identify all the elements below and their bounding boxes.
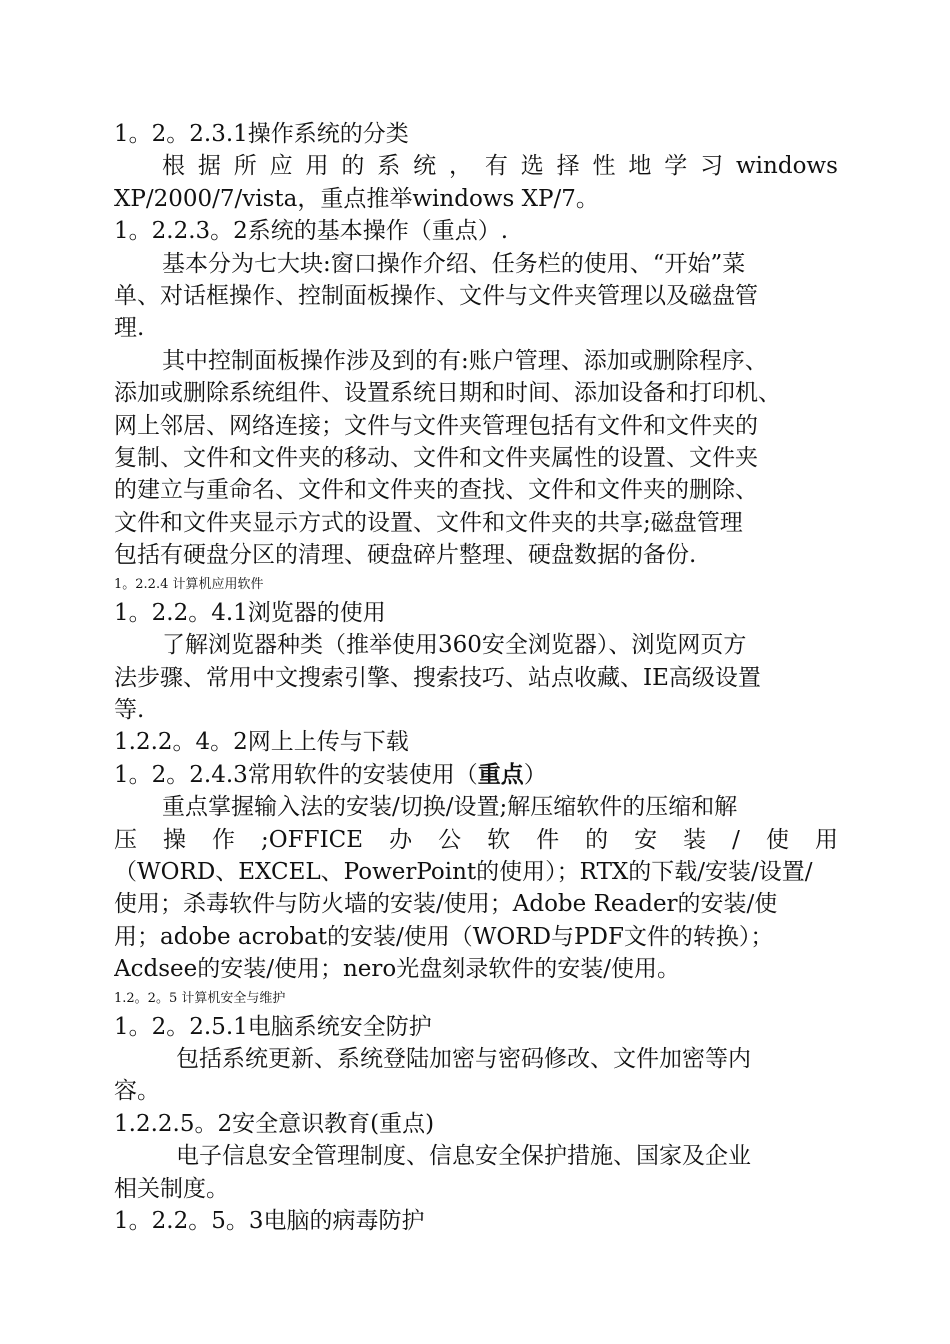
paragraph-2243-line2 xyxy=(114,824,838,856)
paragraph-line: 的建立与重命名、文件和文件夹的查找、文件和文件夹的删除、 xyxy=(114,477,758,504)
paragraph-line: Acdsee的安装/使用；nero光盘刻录软件的安装/使用。 xyxy=(114,956,681,983)
text-char: windows xyxy=(736,153,838,180)
text-part: 作 xyxy=(212,826,236,853)
paragraph-line: 文件和文件夹显示方式的设置、文件和文件夹的共享;磁盘管理 xyxy=(114,509,743,536)
paragraph-line: 理. xyxy=(114,315,145,342)
text-char: 根 xyxy=(162,153,185,180)
text-char: 地 xyxy=(628,153,652,180)
paragraph-2231-line2: XP/2000/7/vista，重点推举windows XP/7。 xyxy=(114,185,599,212)
paragraph-line: 网上邻居、网络连接；文件与文件夹管理包括有文件和文件夹的 xyxy=(114,412,758,439)
paragraph-line: 包括系统更新、系统登陆加密与密码修改、文件加密等内 xyxy=(176,1045,751,1072)
heading-225: 1.2。2。5 计算机安全与维护 xyxy=(114,990,286,1006)
text-char: 学 xyxy=(664,153,688,180)
paragraph-line: 使用；杀毒软件与防火墙的安装/使用；Adobe Reader的安装/使 xyxy=(114,891,778,918)
heading-2243-suffix: ） xyxy=(523,761,547,788)
text-char: 据 xyxy=(197,153,221,180)
heading-2243-prefix: 1。2。2.4.3常用软件的安装使用（ xyxy=(114,761,478,788)
heading-2243 xyxy=(114,759,838,791)
text-part: 操 xyxy=(163,826,187,853)
paragraph-line: 基本分为七大块:窗口操作介绍、任务栏的使用、“开始”菜 xyxy=(162,250,746,277)
text-char: 的 xyxy=(341,153,365,180)
heading-2241: 1。2.2。4.1浏览器的使用 xyxy=(114,599,386,626)
paragraph-line: 用；adobe acrobat的安装/使用（WORD与PDF文件的转换）； xyxy=(114,923,774,950)
paragraph-line: 电子信息安全管理制度、信息安全保护措施、国家及企业 xyxy=(176,1143,751,1170)
text-part: 用 xyxy=(814,826,838,853)
text-part: 安 xyxy=(634,826,658,853)
heading-224: 1。2.2.4 计算机应用软件 xyxy=(114,576,264,592)
text-char: 择 xyxy=(556,153,580,180)
heading-2243-bold: 重点 xyxy=(477,760,524,788)
paragraph-2231-line1 xyxy=(114,150,838,182)
text-part: 压 xyxy=(114,826,137,853)
text-char: 习 xyxy=(700,153,724,180)
text-part: ;OFFICE xyxy=(261,826,364,853)
text-part: 的 xyxy=(585,826,609,853)
text-char: 统 xyxy=(413,153,437,180)
paragraph-line: 包括有硬盘分区的清理、硬盘碎片整理、硬盘数据的备份. xyxy=(114,542,697,569)
paragraph-line: 单、对话框操作、控制面板操作、文件与文件夹管理以及磁盘管 xyxy=(114,283,758,310)
text-part: 装 xyxy=(683,826,707,853)
heading-2232: 1。2.2.3。2系统的基本操作（重点）. xyxy=(114,218,509,245)
paragraph-line: 法步骤、常用中文搜索引擎、搜索技巧、站点收藏、IE高级设置 xyxy=(114,664,761,691)
text-char: 所 xyxy=(233,153,257,180)
heading-2253: 1。2.2。5。3电脑的病毒防护 xyxy=(114,1208,425,1234)
paragraph-line: 添加或删除系统组件、设置系统日期和时间、添加设备和打印机、 xyxy=(114,380,781,407)
text-part: 办 xyxy=(389,826,413,853)
paragraph-line: 复制、文件和文件夹的移动、文件和文件夹属性的设置、文件夹 xyxy=(114,445,758,472)
heading-2252: 1.2.2.5。2安全意识教育(重点) xyxy=(114,1110,435,1137)
paragraph-line: 了解浏览器种类（推举使用360安全浏览器）、浏览网页方 xyxy=(162,632,747,659)
text-char: 用 xyxy=(305,153,329,180)
text-char: 系 xyxy=(377,153,401,180)
text-char: 有 xyxy=(484,153,508,180)
text-char: 性 xyxy=(592,153,616,180)
heading-2251: 1。2。2.5.1电脑系统安全防护 xyxy=(114,1013,432,1040)
document-page xyxy=(114,118,838,1237)
paragraph-line: 重点掌握输入法的安装/切换/设置;解压缩软件的压缩和解 xyxy=(162,794,738,821)
text-part: 使 xyxy=(765,826,789,853)
heading-2242: 1.2.2。4。2网上上传与下载 xyxy=(114,729,409,756)
heading-2231: 1。2。2.3.1操作系统的分类 xyxy=(114,121,409,147)
paragraph-line: 等. xyxy=(114,696,145,723)
text-part: 公 xyxy=(438,826,462,853)
text-part: / xyxy=(732,826,740,853)
paragraph-line: 其中控制面板操作涉及到的有:账户管理、添加或删除程序、 xyxy=(162,347,768,374)
paragraph-line: 容。 xyxy=(114,1078,160,1105)
text-char: ， xyxy=(449,153,472,180)
paragraph-line: 相关制度。 xyxy=(114,1175,229,1202)
text-part: 软 xyxy=(487,826,511,853)
text-char: 应 xyxy=(269,153,293,180)
text-part: 件 xyxy=(536,826,560,853)
text-char: 选 xyxy=(520,153,544,180)
paragraph-line: （WORD、EXCEL、PowerPoint的使用）；RTX的下载/安装/设置/ xyxy=(114,858,813,885)
